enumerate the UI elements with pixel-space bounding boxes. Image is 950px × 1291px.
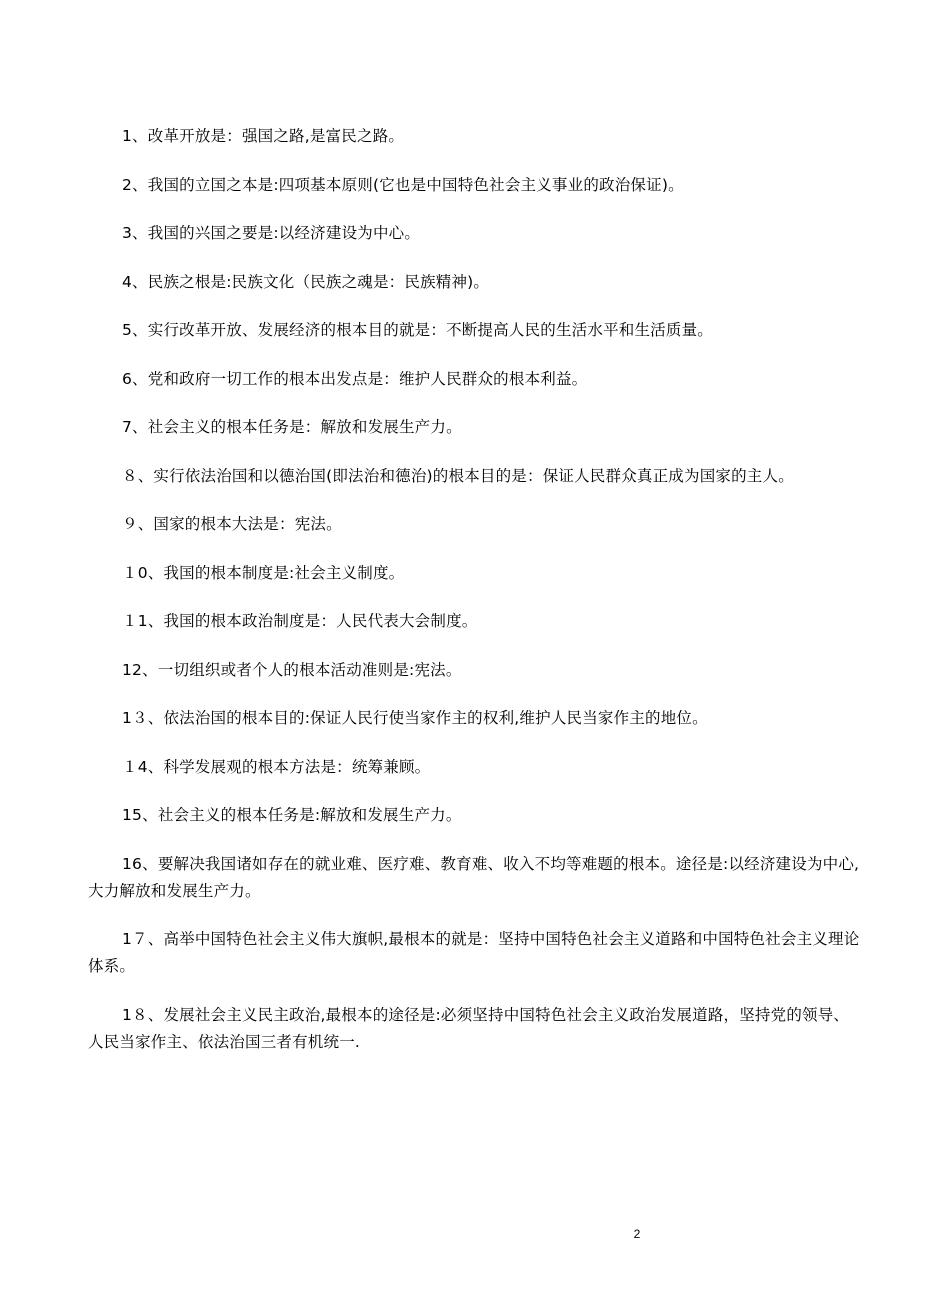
paragraph-6: 6、党和政府一切工作的根本出发点是：维护人民群众的根本利益。 bbox=[122, 369, 588, 388]
paragraph-18: 1８、发展社会主义民主政治,最根本的途径是:必须坚持中国特色社会主义政治发展道路，坚持党的领导、人民当家作主、依法治国三者有机统一. bbox=[88, 1005, 850, 1051]
paragraph-5: 5、实行改革开放、发展经济的根本目的就是：不断提高人民的生活水平和生活质量。 bbox=[122, 321, 713, 339]
paragraph-11: １1、我国的根本政治制度是：人民代表大会制度。 bbox=[122, 612, 478, 630]
paragraph-14: １4、科学发展观的根本方法是：统筹兼顾。 bbox=[122, 757, 431, 776]
paragraph-13: 1３、依法治国的根本目的:保证人民行使当家作主的权利,维护人民当家作主的地位。 bbox=[122, 709, 708, 727]
document-body bbox=[88, 123, 863, 1077]
paragraph-10: １0、我国的根本制度是:社会主义制度。 bbox=[122, 563, 405, 582]
paragraph-15: 15、社会主义的根本任务是:解放和发展生产力。 bbox=[122, 806, 462, 824]
paragraph-3: 3、我国的兴国之要是:以经济建设为中心。 bbox=[122, 224, 421, 242]
paragraph-7: 7、社会主义的根本任务是：解放和发展生产力。 bbox=[122, 418, 462, 436]
paragraph-4: 4、民族之根是:民族文化（民族之魂是：民族精神)。 bbox=[122, 272, 490, 291]
page-number: 2 bbox=[633, 1227, 641, 1241]
paragraph-1: 1、改革开放是：强国之路,是富民之路。 bbox=[122, 127, 405, 145]
paragraph-2: 2、我国的立国之本是:四项基本原则(它也是中国特色社会主义事业的政治保证)。 bbox=[122, 175, 684, 194]
paragraph-8: ８、实行依法治国和以德治国(即法治和德治)的根本目的是：保证人民群众真正成为国家的主人。 bbox=[122, 466, 794, 485]
paragraph-17: 1７、高举中国特色社会主义伟大旗帜,最根本的就是：坚持中国特色社会主义道路和中国特色社会主义理论体系。 bbox=[88, 930, 860, 975]
paragraph-9: ９、国家的根本大法是：宪法。 bbox=[122, 515, 342, 533]
paragraph-16: 16、要解决我国诸如存在的就业难、医疗难、教育难、收入不均等难题的根本。途径是:以经济建设为中心,大力解放和发展生产力。 bbox=[88, 854, 860, 900]
paragraph-12: 12、一切组织或者个人的根本活动准则是:宪法。 bbox=[122, 660, 462, 679]
